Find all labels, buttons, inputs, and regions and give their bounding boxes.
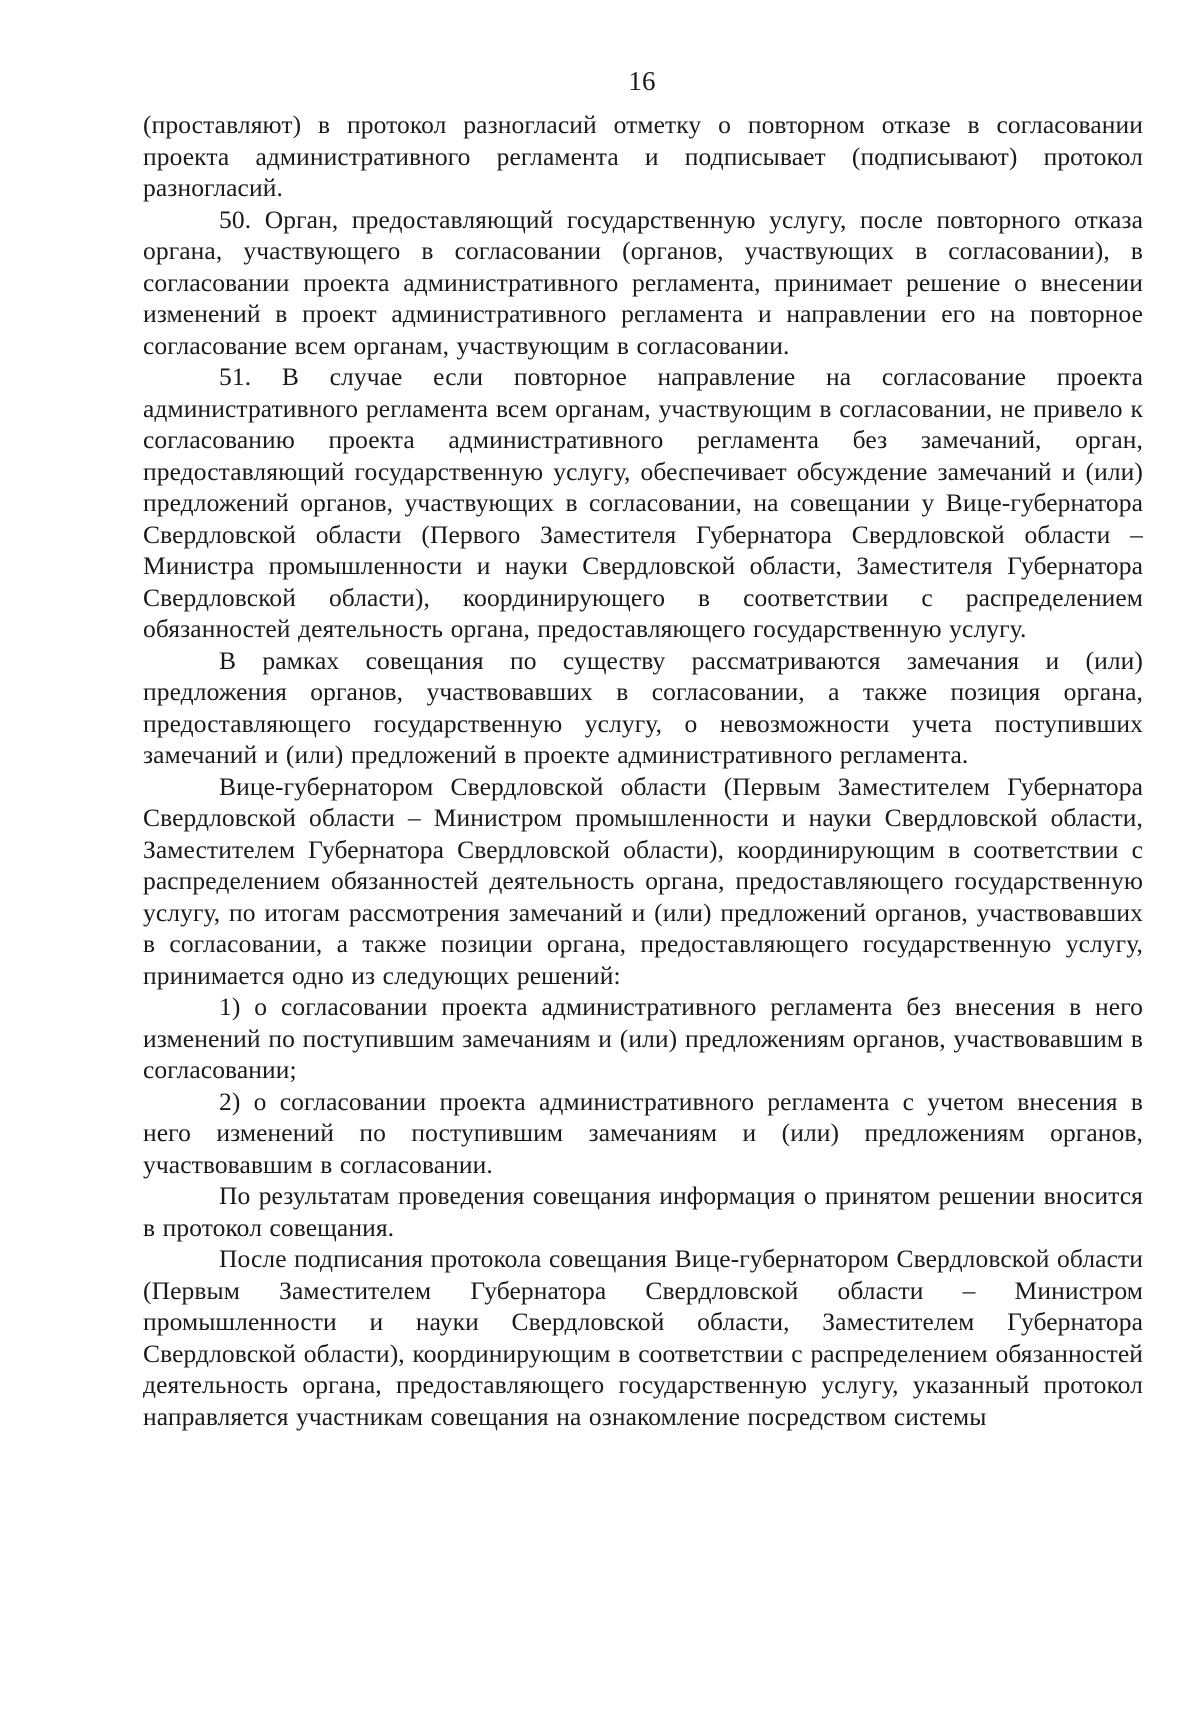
paragraph: 50. Орган, предоставляющий государственную услугу, после повторного отказа органа, участвующего в согласовании (органов, участвующих в согласовании), в согласовании проекта административного регламента, принимает решение о внесении изменений в проект административного регламента и направлении его на повторное согласование всем органам, участвующим в согласовании. [143,204,1143,360]
paragraph: 1) о согласовании проекта административного регламента без внесения в него изменений по поступившим замечаниям и (или) предложениям органов, участвовавшим в согласовании; [143,992,1143,1084]
paragraph: В рамках совещания по существу рассматриваются замечания и (или) предложения органов, участвовавших в согласовании, а также позиция органа, предоставляющего государственную услугу, о невозможности учета поступивших замечаний и (или) предложений в проекте административного регламента. [143,645,1143,769]
page-number: 16 [628,66,656,96]
paragraph: 51. В случае если повторное направление на согласование проекта административного регламента всем органам, участвующим в согласовании, не привело к согласованию проекта административного регламента без замечаний, орган, предоставляющий государственную услугу, обеспечивает обсуждение замечаний и (или) предложений органов, участвующих в согласовании, на совещании у Вице-губернатора Свердловской области (Первого Заместителя Губернатора Свердловской области – Министра промышленности и науки Свердловской области, Заместителя Губернатора Свердловской области), координирующего в соответствии с распределением обязанностей деятельность органа, предоставляющего государственную услугу. [143,362,1143,643]
document-body [143,109,1143,1432]
paragraph: (проставляют) в протокол разногласий отметку о повторном отказе в согласовании проекта административного регламента и подписывает (подписывают) протокол разногласий. [143,110,1143,202]
paragraph: По результатам проведения совещания информация о принятом решении вносится в протокол совещания. [143,1181,1143,1242]
paragraph: Вице-губернатором Свердловской области (Первым Заместителем Губернатора Свердловской области – Министром промышленности и науки Свердловской области, Заместителем Губернатора Свердловской области), координирующим в соответствии с распределением обязанностей деятельность органа, предоставляющего государственную услугу, по итогам рассмотрения замечаний и (или) предложений органов, участвовавших в согласовании, а также позиции органа, предоставляющего государственную услугу, принимается одно из следующих решений: [143,771,1143,990]
paragraph: 2) о согласовании проекта административного регламента с учетом внесения в него изменений по поступившим замечаниям и (или) предложениям органов, участвовавшим в согласовании. [143,1086,1143,1179]
paragraph: После подписания протокола совещания Вице-губернатором Свердловской области (Первым Заместителем Губернатора Свердловской области – Министром промышленности и науки Свердловской области, Заместителем Губернатора Свердловской области), координирующим в соответствии с распределением обязанностей деятельность органа, предоставляющего государственную услугу, указанный протокол направляется участникам совещания на ознакомление посредством системы [143,1244,1143,1431]
